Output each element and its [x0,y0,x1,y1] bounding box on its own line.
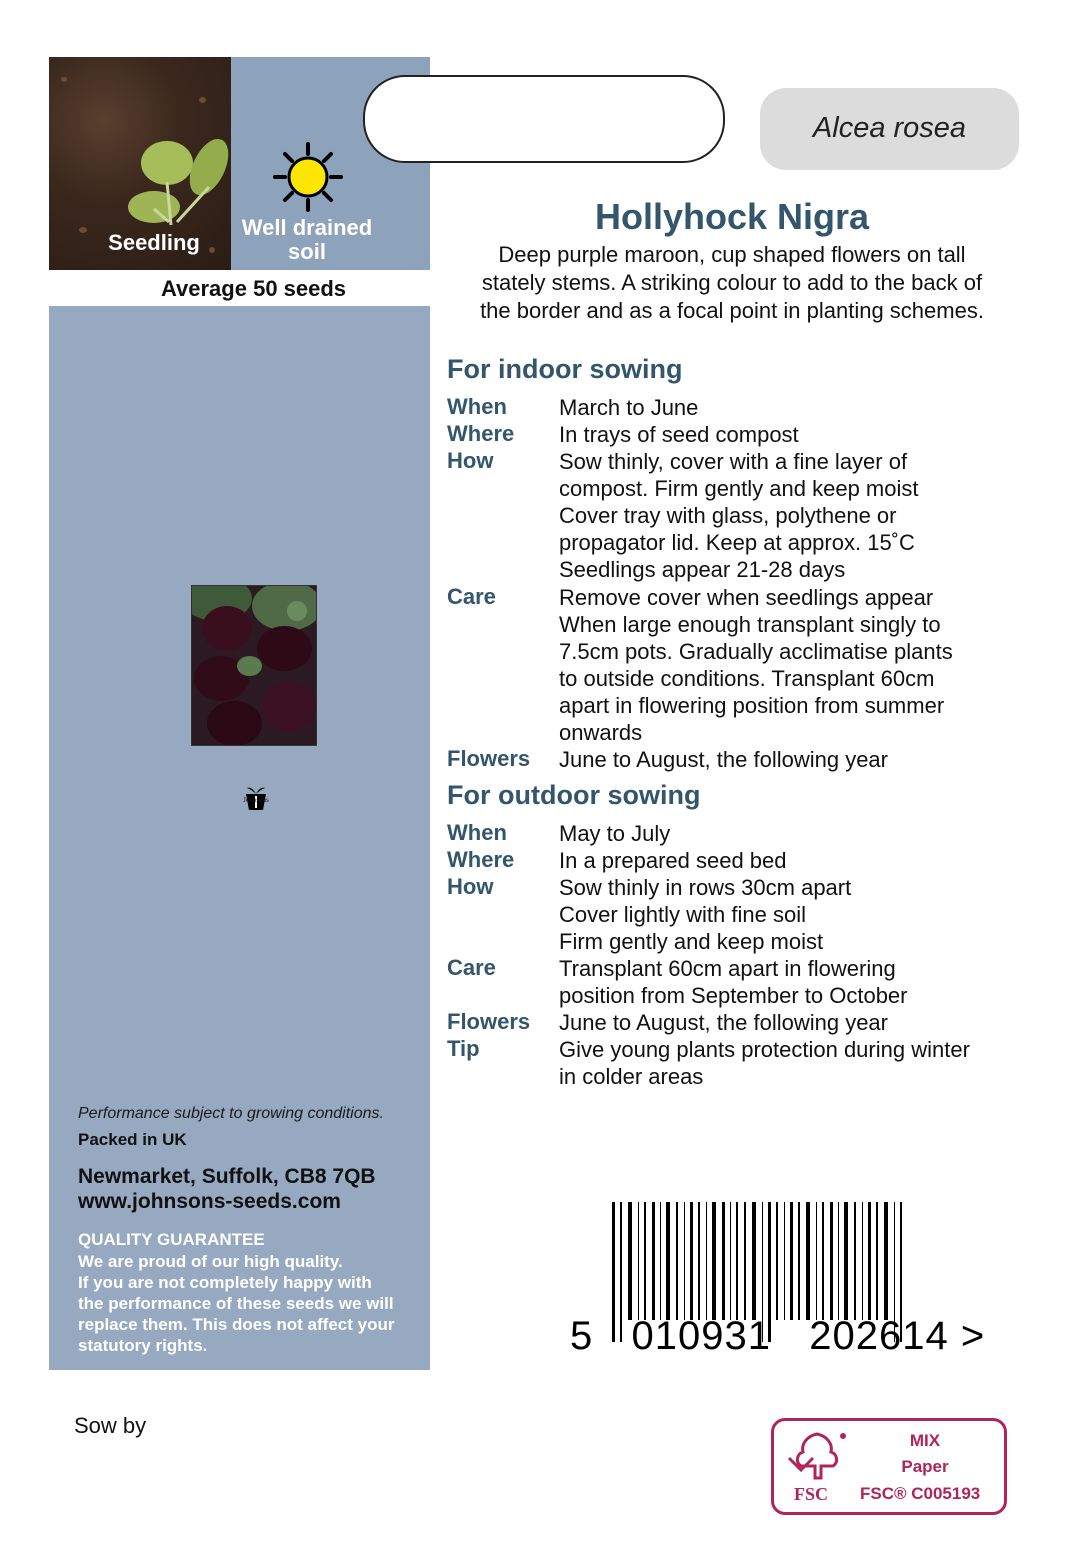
barcode-bar [790,1202,793,1320]
soil-label [231,216,383,264]
barcode-bar [652,1202,655,1320]
barcode-bar [684,1202,685,1320]
barcode-bar [730,1202,731,1320]
description-line: Deep purple maroon, cup shaped flowers on tall [498,242,966,267]
fsc-tree-icon [787,1428,847,1484]
barcode-bar [844,1202,848,1320]
barcode-bar [712,1202,716,1320]
barcode-bar [722,1202,725,1320]
website-link[interactable]: www.johnsons-seeds.com [78,1190,341,1213]
barcode-bar [816,1202,817,1320]
row-label: When [447,820,507,845]
fsc-code: FSC® C005193 [860,1484,981,1503]
barcode-bar [776,1202,778,1320]
row-line: propagator lid. Keep at approx. 15˚C [559,530,915,555]
barcode-bar [644,1202,646,1320]
row-line: When large enough transplant singly to [559,612,941,637]
row-line: June to August, the following year [559,747,888,772]
row-label: Care [447,955,496,980]
barcode-bar [628,1202,632,1320]
barcode-bar [752,1202,756,1320]
row-line: in colder areas [559,1064,704,1089]
outdoor-section-title: For outdoor sowing [447,780,701,810]
row-label: Flowers [447,746,531,771]
barcode-bar [822,1202,824,1320]
row-line: March to June [559,395,699,420]
barcode-bar [706,1202,707,1320]
row-line: Sow thinly, cover with a fine layer of [559,449,908,474]
row-line: Sow thinly in rows 30cm apart [559,875,852,900]
row-text [559,820,1029,847]
row-line: Remove cover when seedlings appear [559,585,934,610]
product-description [447,241,1017,325]
barcode-right-group: 202614 [809,1314,949,1358]
barcode-bar [744,1202,746,1320]
barcode-bar [806,1202,810,1320]
address: Newmarket, Suffolk, CB8 7QB [78,1165,376,1188]
row-line: In trays of seed compost [559,422,799,447]
barcode-bar [676,1202,678,1320]
guarantee-line: If you are not completely happy with [78,1273,372,1292]
guarantee-line: statutory rights. [78,1336,208,1355]
row-label: How [447,448,494,473]
row-label: When [447,394,507,419]
barcode-bar [884,1202,888,1320]
barcode-bar [698,1202,700,1320]
description-line: stately stems. A striking colour to add to the back of [481,270,983,295]
sow-by-label: Sow by [74,1413,147,1438]
row-line: Firm gently and keep moist [559,929,824,954]
row-text [559,874,1029,955]
row-line: Transplant 60cm apart in flowering [559,956,896,981]
row-line: compost. Firm gently and keep moist [559,476,919,501]
row-line: In a prepared seed bed [559,848,787,873]
row-text [559,394,1029,421]
barcode-digits [570,1314,985,1359]
row-line: to outside conditions. Transplant 60cm [559,666,935,691]
row-line: May to July [559,821,671,846]
barcode-bar [876,1202,878,1320]
barcode-bar [666,1202,670,1320]
row-line: Give young plants protection during winter [559,1037,970,1062]
row-line: position from September to October [559,983,908,1008]
barcode-end-mark: > [960,1314,986,1358]
guarantee-body [78,1251,428,1356]
row-line: June to August, the following year [559,1010,888,1035]
row-label: Care [447,584,496,609]
address-block [78,1164,376,1214]
indoor-section-title: For indoor sowing [447,354,683,384]
row-text [559,955,1029,1009]
barcode-bar [660,1202,661,1320]
row-label: How [447,874,494,899]
performance-note: Performance subject to growing conditions. [78,1105,384,1122]
barcode-bar [830,1202,833,1320]
barcode [612,1202,978,1327]
product-title: Hollyhock Nigra [594,196,870,237]
barcode-bar [638,1202,639,1320]
barcode-bar [862,1202,863,1320]
row-label: Where [447,847,515,872]
row-line: Cover tray with glass, polythene or [559,503,897,528]
row-text [559,421,1029,448]
guarantee-title: QUALITY GUARANTEE [78,1230,265,1249]
barcode-left-group: 010931 [631,1314,771,1358]
barcode-bar [854,1202,856,1320]
fsc-logo-text: FSC [794,1484,829,1504]
row-text [559,1009,1029,1036]
barcode-bar [736,1202,738,1320]
fsc-mix-label [873,1428,977,1480]
barcode-bar [868,1202,871,1320]
barcode-first-digit: 5 [570,1314,594,1358]
flower-photo [191,585,317,746]
seedling-label: Seedling [108,230,200,255]
packed-in: Packed in UK [78,1130,187,1149]
johnsons-logo-text: Johnsons [243,796,269,804]
barcode-bar [838,1202,839,1320]
average-seeds: Average 50 seeds [160,276,347,301]
description-line: the border and as a focal point in planting schemes. [480,298,984,323]
row-text [559,746,1029,773]
row-line: Cover lightly with fine soil [559,902,806,927]
row-line: apart in flowering position from summer [559,693,945,718]
barcode-bar [784,1202,785,1320]
soil-label-line1: Well drained [241,215,373,240]
row-label: Flowers [447,1009,531,1034]
barcode-bar [690,1202,693,1320]
row-text [559,1036,1029,1090]
row-text [559,584,1029,746]
row-line: onwards [559,720,643,745]
guarantee-line: We are proud of our high quality. [78,1252,343,1271]
window-cutout [363,75,725,163]
row-line: 7.5cm pots. Gradually acclimatise plants [559,639,953,664]
row-text [559,448,1029,583]
guarantee-line: replace them. This does not affect your [78,1315,395,1334]
soil-label-line2: soil [288,239,326,264]
row-line: Seedlings appear 21-28 days [559,557,846,582]
row-label: Where [447,421,515,446]
row-label: Tip [447,1036,480,1061]
fsc-mix: MIX [909,1431,941,1450]
fsc-paper: Paper [901,1457,949,1476]
barcode-bar [798,1202,800,1320]
guarantee-line: the performance of these seeds we will [78,1294,394,1313]
row-text [559,847,1029,874]
latin-name: Alcea rosea [812,112,967,144]
